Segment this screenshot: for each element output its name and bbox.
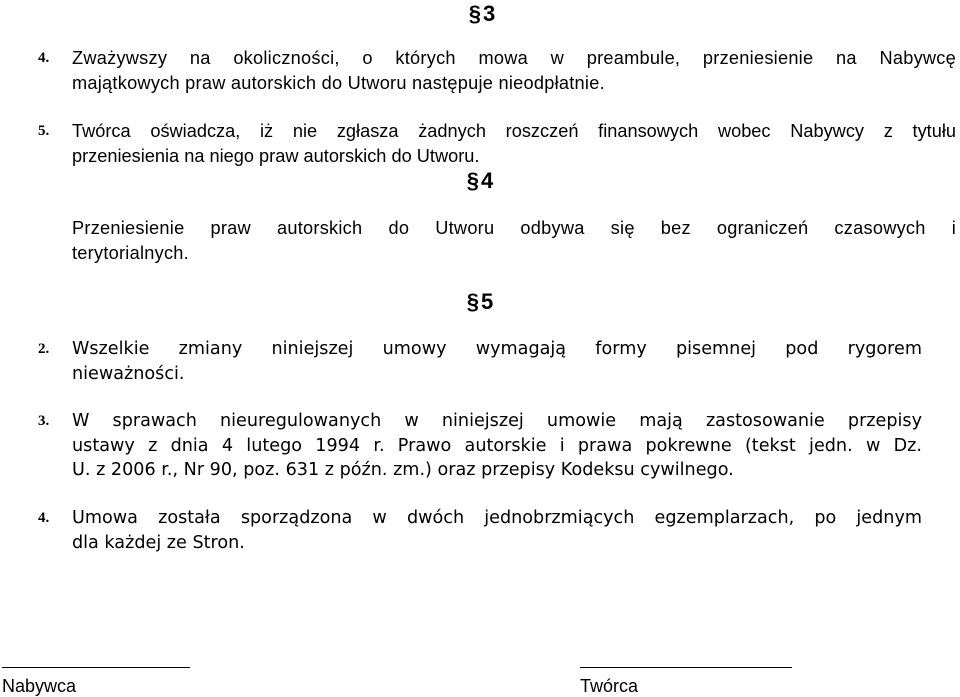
- buyer-signature-line: [2, 667, 190, 668]
- text-line: przeniesienia na niego praw autorskich do Utworu.: [72, 145, 480, 166]
- text-line: U. z 2006 r., Nr 90, poz. 631 z późn. zm.) oraz przepisy Kodeksu cywilnego.: [72, 460, 734, 480]
- text-line: Wszelkie zmiany niniejszej umowy wymagają formy pisemnej pod rygorem: [72, 339, 922, 359]
- text-line: Umowa została sporządzona w dwóch jednobrzmiących egzemplarzach, po jednym: [72, 508, 922, 528]
- text-line: Twórca oświadcza, iż nie zgłasza żadnych roszczeń finansowych wobec Nabywcy z tytułu: [72, 121, 956, 141]
- section-4-paragraph: [72, 216, 956, 265]
- text-line: terytorialnych.: [72, 242, 189, 263]
- section-symbol: §: [468, 1, 481, 26]
- buyer-signature-label: Nabywca: [2, 676, 77, 696]
- text-line: majątkowych praw autorskich do Utworu następuje nieodpłatnie.: [72, 72, 605, 93]
- item-number: 2.: [38, 341, 50, 357]
- text-line: W sprawach nieuregulowanych w niniejszej umowie mają zastosowanie przepisy: [72, 411, 922, 431]
- text-line: dla każdej ze Stron.: [72, 532, 245, 553]
- item-number: 4.: [38, 510, 50, 526]
- section-symbol: §: [466, 168, 479, 193]
- text-line: ustawy z dnia 4 lutego 1994 r. Prawo autorskie i prawa pokrewne (tekst jedn. w Dz.: [72, 435, 922, 456]
- item-number: 3.: [38, 413, 50, 429]
- section-4-heading: [0, 168, 960, 194]
- section-number: 5: [481, 289, 494, 314]
- section-3-heading: [0, 1, 960, 27]
- section-5-item-3: [72, 409, 922, 483]
- item-number: 4.: [38, 50, 50, 66]
- text-line: Zważywszy na okoliczności, o których mowa w preambule, przeniesienie na Nabywcę: [72, 48, 956, 68]
- section-3-item-5: [72, 119, 956, 168]
- author-signature-label: Twórca: [580, 676, 639, 696]
- section-5-item-4: [72, 506, 922, 555]
- section-number: 4: [481, 168, 494, 193]
- section-5-item-2: [72, 337, 922, 386]
- text-line: Przeniesienie praw autorskich do Utworu odbywa się bez ograniczeń czasowych i: [72, 218, 956, 238]
- section-symbol: §: [466, 289, 479, 314]
- author-signature-line: [580, 667, 792, 668]
- text-line: nieważności.: [72, 363, 185, 384]
- item-number: 5.: [38, 123, 50, 139]
- section-3-item-4: [72, 46, 956, 95]
- section-5-heading: [0, 289, 960, 315]
- section-number: 3: [483, 1, 496, 26]
